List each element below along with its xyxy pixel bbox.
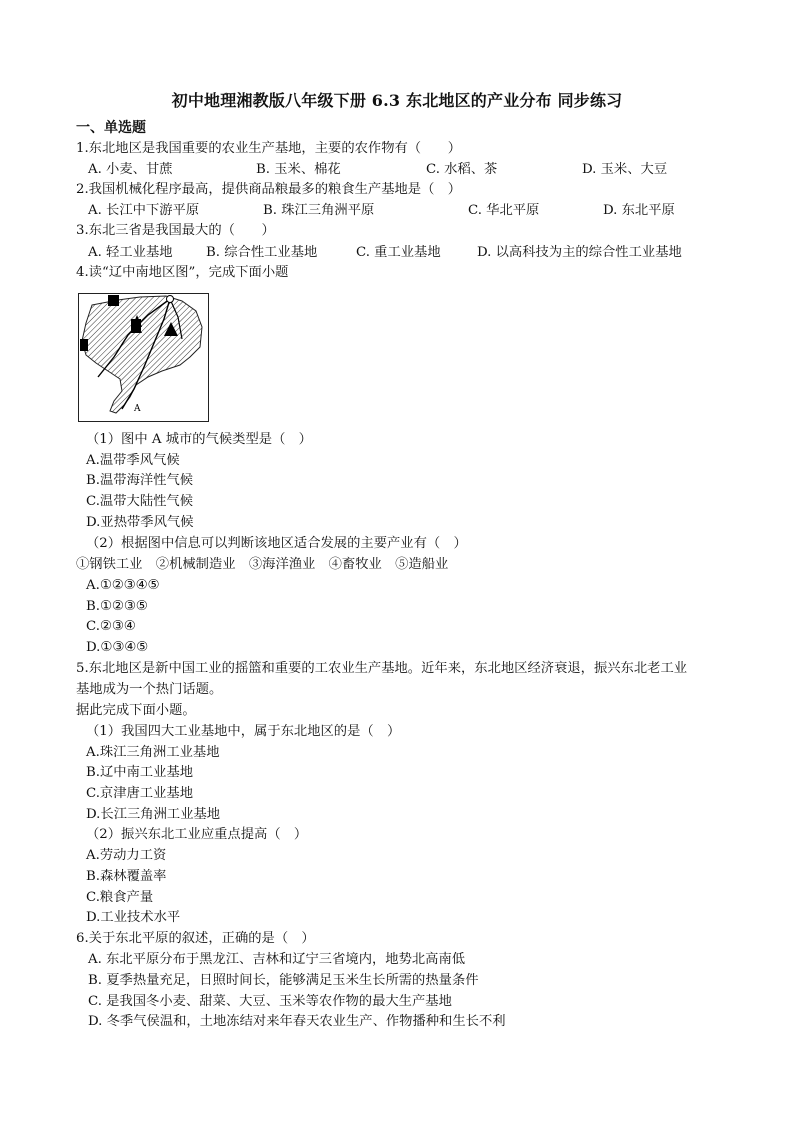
liaozhongnan-region-map [78, 293, 209, 422]
q1-option-d[interactable]: D. 玉米、大豆 [582, 162, 668, 177]
west-coast-marker-icon [80, 339, 88, 351]
section-heading: 一、单选题 [76, 120, 146, 136]
q5-sub1-stem: （1）我国四大工业基地中，属于东北地区的是（ ） [86, 724, 401, 739]
q2-option-d[interactable]: D. 东北平原 [603, 203, 675, 218]
q4-sub2-stem: （2）根据图中信息可以判断该地区适合发展的主要产业有（ ） [86, 536, 467, 551]
page-title: 初中地理湘教版八年级下册 6.3 东北地区的产业分布 同步练习 [171, 91, 623, 110]
q4-sub1-option-c[interactable]: C.温带大陆性气候 [86, 494, 194, 509]
q4-sub1-stem: （1）图中 A 城市的气候类型是（ ） [86, 432, 312, 447]
q1-stem: 1.东北地区是我国重要的农业生产基地，主要的农作物有（ ） [76, 141, 461, 156]
q3-option-a[interactable]: A. 轻工业基地 [88, 245, 173, 260]
q1-option-b[interactable]: B. 玉米、棉花 [256, 162, 341, 177]
q5-sub1-option-a[interactable]: A.珠江三角洲工业基地 [86, 745, 220, 760]
q6-option-a[interactable]: A. 东北平原分布于黑龙江、吉林和辽宁三省境内，地势北高南低 [88, 952, 466, 967]
q3-option-c[interactable]: C. 重工业基地 [356, 245, 441, 260]
q1-option-c[interactable]: C. 水稻、茶 [426, 162, 498, 177]
q2-option-c[interactable]: C. 华北平原 [468, 203, 540, 218]
q3-stem: 3.东北三省是我国最大的（ ） [76, 223, 275, 238]
q4-sub2-option-d[interactable]: D.①③④⑤ [86, 640, 149, 655]
q5-sub1-option-b[interactable]: B.辽中南工业基地 [86, 765, 194, 780]
q6-option-d[interactable]: D. 冬季气侯温和，土地冻结对来年春天农业生产、作物播种和生长不利 [88, 1014, 506, 1029]
q5-sub2-stem: （2）振兴东北工业应重点提高（ ） [86, 827, 308, 842]
q1-option-a[interactable]: A. 小麦、甘蔗 [88, 162, 173, 177]
q6-option-c[interactable]: C. 是我国冬小麦、甜菜、大豆、玉米等农作物的最大生产基地 [88, 994, 452, 1009]
coal-mine-icon [108, 295, 119, 306]
q5-sub2-option-c[interactable]: C.粮食产量 [86, 890, 154, 905]
q4-sub2-option-a[interactable]: A.①②③④⑤ [86, 578, 160, 593]
q5-sub1-option-d[interactable]: D.长江三角洲工业基地 [86, 807, 221, 822]
q4-stem: 4.读“辽中南地区图”，完成下面小题 [76, 265, 289, 280]
q3-option-d[interactable]: D. 以高科技为主的综合性工业基地 [477, 245, 682, 260]
q4-sub2-choices: ①钢铁工业 ②机械制造业 ③海洋渔业 ④畜牧业 ⑤造船业 [76, 557, 449, 572]
q4-sub1-option-a[interactable]: A.温带季风气候 [86, 453, 180, 468]
q5-sub2-option-b[interactable]: B.森林覆盖率 [86, 869, 167, 884]
q4-sub1-option-d[interactable]: D.亚热带季风气候 [86, 515, 194, 530]
q3-option-b[interactable]: B. 综合性工业基地 [206, 245, 318, 260]
city-a-label: A [134, 404, 141, 414]
q2-option-a[interactable]: A. 长江中下游平原 [88, 203, 200, 218]
q5-sub2-option-d[interactable]: D.工业技术水平 [86, 910, 181, 925]
q4-sub2-option-b[interactable]: B.①②③⑤ [86, 599, 148, 614]
q5-stem-line3: 据此完成下面小题。 [76, 703, 196, 718]
q2-stem: 2.我国机械化程序最高，提供商品粮最多的粮食生产基地是（ ） [76, 182, 461, 197]
q6-stem: 6.关于东北平原的叙述，正确的是（ ） [76, 931, 315, 946]
q5-stem-line1: 5.东北地区是新中国工业的摇篮和重要的工农业生产基地。近年来，东北地区经济衰退，振兴东北老工业 [76, 661, 688, 676]
q4-sub1-option-b[interactable]: B.温带海洋性气候 [86, 473, 194, 488]
oil-field-icon [131, 319, 141, 331]
q5-sub2-option-a[interactable]: A.劳动力工资 [86, 848, 167, 863]
q4-sub2-option-c[interactable]: C.②③④ [86, 619, 136, 634]
city-icon [167, 296, 174, 303]
q5-sub1-option-c[interactable]: C.京津唐工业基地 [86, 786, 194, 801]
q6-option-b[interactable]: B. 夏季热量充足，日照时间长，能够满足玉米生长所需的热量条件 [88, 973, 479, 988]
q5-stem-line2: 基地成为一个热门话题。 [76, 682, 223, 697]
q2-option-b[interactable]: B. 珠江三角洲平原 [263, 203, 375, 218]
